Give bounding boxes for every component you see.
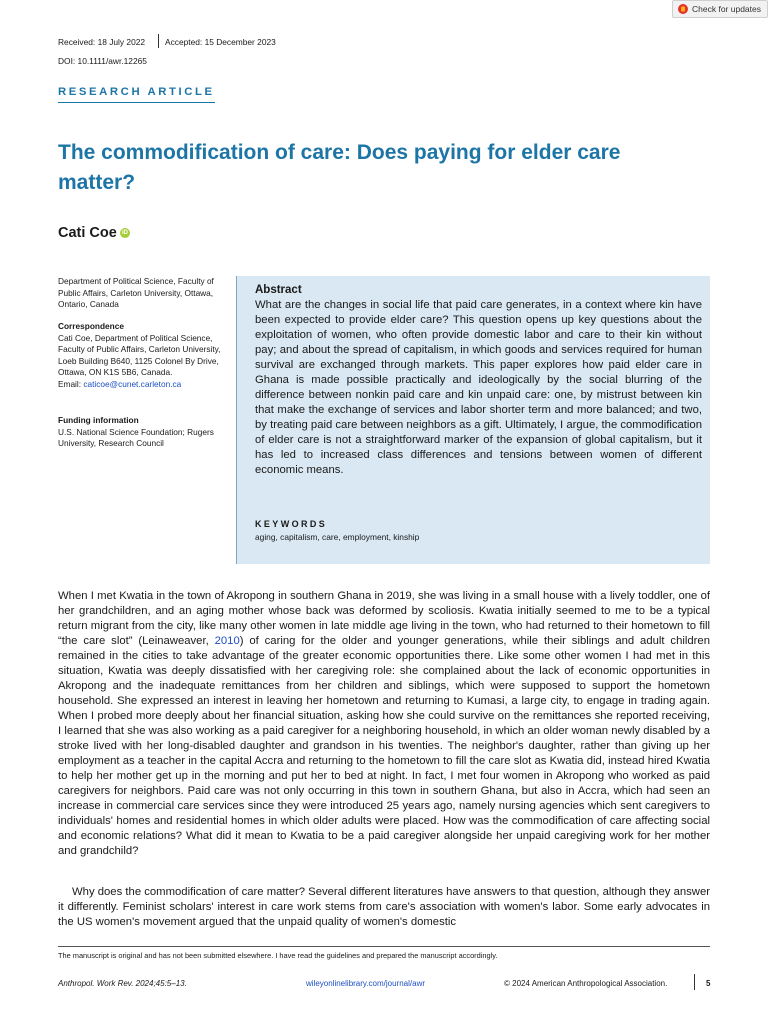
page-number: 5 (706, 979, 711, 988)
body-paragraph-1 (58, 589, 710, 859)
correspondence-text: Cati Coe, Department of Political Science, Faculty of Public Affairs, Carleton University, Loeb Building B640, 1125 Colonel By Drive, Ottawa, ON K1S 5B6, Canada. (58, 332, 221, 377)
affiliation: Department of Political Science, Faculty of Public Affairs, Carleton University, Ottawa, Ontario, Canada (58, 276, 214, 309)
check-for-updates-button[interactable] (672, 0, 768, 18)
article-title: The commodification of care: Does paying for elder care matter? (58, 141, 621, 194)
author-name[interactable]: Cati Coe (58, 225, 117, 241)
body-paragraph-2: Why does the commodification of care matter? Several different literatures have answers to that question, although they answer it differently. Feminist scholars' interest in care work stems from care's association with women's labor. Some early advocates in the US women's movement argued that the unpaid quality of women's domestic (58, 886, 710, 928)
abstract-heading: Abstract (255, 284, 302, 296)
footnote: The manuscript is original and has not been submitted elsewhere. I have read the guidelines and prepared the manuscript accordingly. (58, 951, 498, 960)
meta-divider (158, 34, 159, 48)
footnote-rule (58, 946, 710, 947)
footer-copyright: © 2024 American Anthropological Association. (504, 979, 668, 988)
section-label: RESEARCH ARTICLE (58, 86, 215, 98)
correspondence (58, 321, 238, 390)
abstract-rule (236, 276, 237, 564)
footer-divider (694, 974, 695, 990)
accepted-date: Accepted: 15 December 2023 (165, 37, 276, 47)
citation-link[interactable]: 2010 (214, 635, 240, 647)
doi: DOI: 10.1111/awr.12265 (58, 56, 147, 66)
received-date: Received: 18 July 2022 (58, 37, 146, 47)
keywords-list: aging, capitalism, care, employment, kinship (255, 532, 420, 542)
email-line (58, 379, 238, 391)
update-icon (678, 4, 688, 14)
funding (58, 415, 238, 450)
section-rule (58, 102, 215, 103)
footer-journal: Anthropol. Work Rev. 2024;45:5–13. (58, 979, 187, 988)
email-link[interactable]: caticoe@cunet.carleton.ca (83, 378, 182, 389)
check-for-updates-label: Check for updates (692, 4, 761, 14)
funding-text: U.S. National Science Foundation; Rugers University, Research Council (58, 426, 214, 448)
correspondence-heading: Correspondence (58, 321, 124, 331)
email-label: Email: (58, 378, 84, 389)
orcid-icon[interactable]: iD (122, 230, 128, 236)
para1-text-b: ) of caring for the older and younger generations, while their siblings and adult children remained in the cities to take advantage of the greater economic opportunities there. Like some other women I had met in this situation, Kwatia was deeply dissatisfied with her caregiving role: she complained about the lack of economic opportunities in Akropong and the inadequate remittances from her children and siblings, which were supposed to support the hometown household. She expressed an interest in leaving her hometown and returning to Kumasi, a large city, to engage in trading again. When I probed more deeply about her financial situation, asking how she could survive on the remittances she reported receiving, I learned that she was also working as a paid caregiver for a neighboring household, in which an older woman newly disabled by a stroke lived with her long-disabled daughter and grandson in his twenties. The neighbor's daughter, rather than giving up her employment as a teacher in the capital Accra and returning to the hometown to fill the care slot as Kwatia did, instead hired Kwatia to help her mother get up in the morning and put her to bed at night. In fact, I met four women in Akropong who worked as paid caregivers for neighbors. Paid care was not only occurring in this town in southern Ghana, but also in Accra, which had seen an increase in commercial care services since they were introduced 25 years ago, namely nursing agencies which sent caregivers to individuals' homes and residential homes in which older adults were placed. How was the commodification of care affecting social and economic relations? What did it mean to Kwatia to be a paid caregiver alongside her unpaid caregiving work for her mother and grandchild? (58, 635, 710, 857)
footer-url-link[interactable]: wileyonlinelibrary.com/journal/awr (306, 979, 426, 988)
abstract-text: What are the changes in social life that paid care generates, in a context where kin have been expected to provide elder care? This question opens up key questions about the exploitation of women, who often provide domestic labor and care to their kin without pay; and about the spread of capitalism, in which goods and services required for human survival are exchanged through markets. This paper explores how paid elder care in Ghana is made possible practically and ideologically by the social blurring of the difference between nonkin paid care and kin unpaid care: one, by mistrust between kin that make the exchange of services and labor shorter term and more balanced; and two, by treating paid care between neighbors as a gift. Ultimately, I argue, the commodification of elder care is not a straightforward marker of the expansion of global capitalism, but it has led to increased class differences and tensions between women of different economic means. (255, 299, 702, 476)
keywords-label: KEYWORDS (255, 519, 328, 529)
para1-text-a: When I met Kwatia in the town of Akropong in southern Ghana in 2019, she was living in a small house with a lively toddler, one of her grandchildren, and an aging mother whose back was deformed by scoliosis. Kwatia initially seemed to me to be a typical return migrant from the city, like many other women in late middle age living in the town, who had returned to their hometown to fill “the care slot” (Leinaweaver, (58, 590, 710, 647)
funding-heading: Funding information (58, 415, 139, 425)
